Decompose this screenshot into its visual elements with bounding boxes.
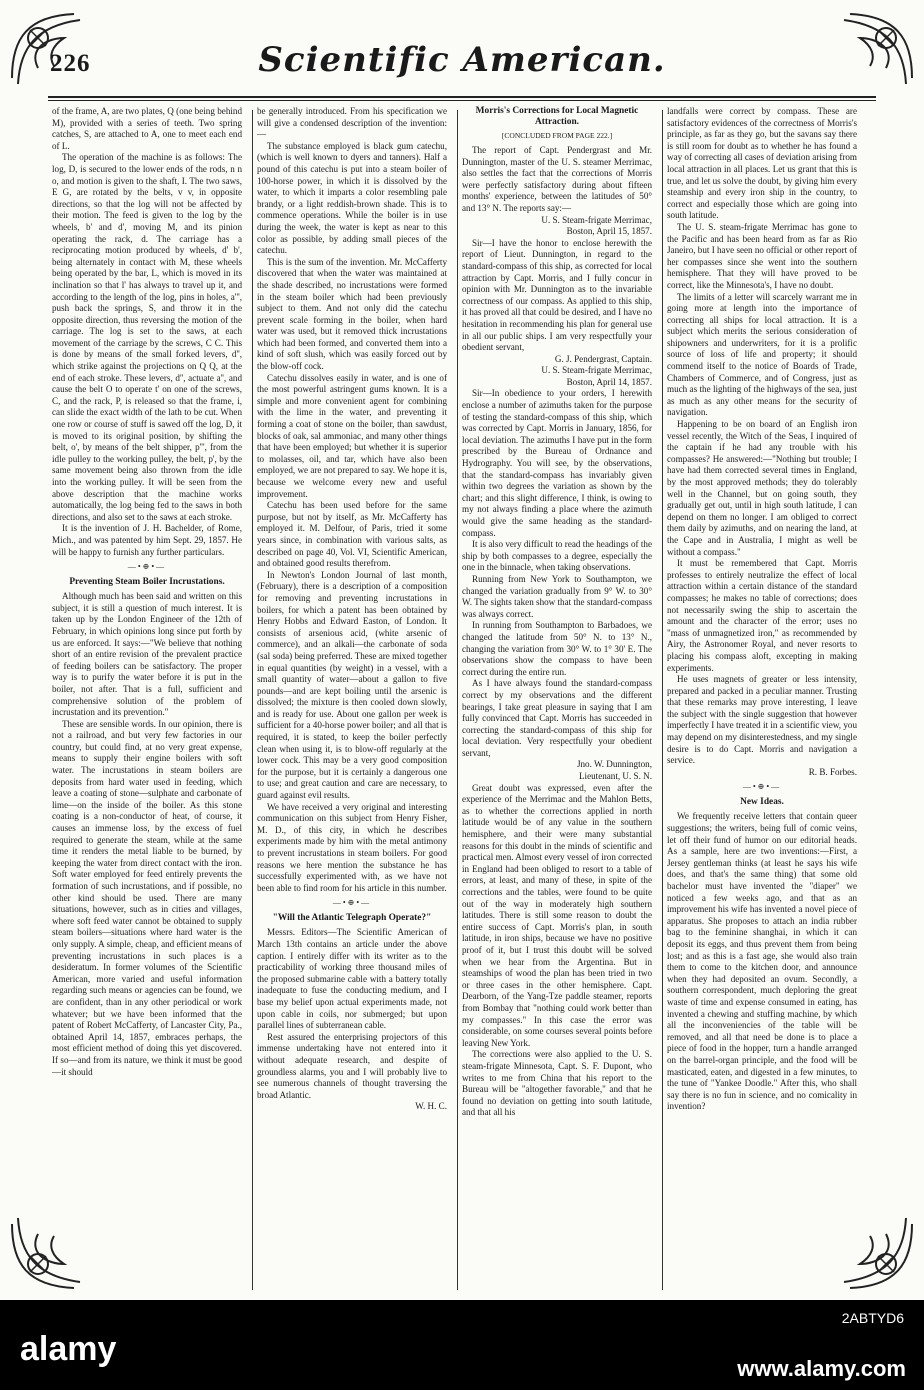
- paragraph: In running from Southampton to Barbadoes, we changed the latitude from 50° N. to 13° N., changing the variation from 30° W. to 1° 30' E. The observations show the compass to have been correct during the entire run.: [462, 620, 652, 677]
- letter-date: Boston, April 14, 1857.: [566, 376, 652, 387]
- paragraph: The limits of a letter will scarcely warrant me in going more at length into the importance of correcting all ships for local attraction. It is a subject which merits the serious consideration of shipowners and underwriters, for it is a prolific source of loss of life and property; it should commend itself to the notice of Boards of Trade, Chambers of Commerce, and of Congress, just as much as the lighting of the highways of the sea, just as much as any other means for the security of navigation.: [667, 291, 857, 418]
- column-1: [52, 106, 242, 1292]
- paragraph: Sir—In obedience to your orders, I herewith enclose a number of azimuths taken for the purpose of testing the standard-compass of this ship, which was corrected by Capt. Morris in January, 1856, for local deviation. The azimuths I have put in the form prescribed by the Bureau of Ordnance and Hydrography. You will see, by the observations, that the standard-compass has invariably given within two degrees the variation as shown by the chart; and this slight difference, I think, is owing to my not always finding a place where the azimuth would give the same heading as the standard-compass.: [462, 388, 652, 538]
- paragraph: It is the invention of J. H. Bachelder, of Rome, Mich., and was patented by him Sept. 29, 1857. He will be happy to furnish any further particulars.: [52, 523, 242, 557]
- page-number: 226: [50, 50, 91, 77]
- letter-address: U. S. Steam-frigate Merrimac,: [541, 365, 652, 376]
- watermark-url: www.alamy.com: [737, 1356, 906, 1381]
- header-rule: [48, 96, 876, 98]
- paragraph: The operation of the machine is as follows: The log, D, is secured to the lower ends of the rods, n n o, and motion is given to the shaft, I. The two saws, E G, are rotated by the belts, v v, in opposite directions, so that the log will not be affected by their motion. The feed is given to the log by the wheels, b' and d', moving M, and its pinion operating the rack, d. The carriage has a reciprocating motion produced by wheels, d' b', being alternately in contact with M, these wheels being operated by the bar, L, which is moved in its inclination so that l' has always to travel up it, and according to the length of the log, pins in holes, a''', push back the springs, S, and throw it in the opposite direction, thus reversing the motion of the carriage. The log is set to the saws, at each movement of the carriage by the screws, C C. This is done by means of the small forked levers, d'', which strike against the projections on Q Q, at the end of each stroke. These levers, d'', actuate a'', and cause the belt O to operate t' on one of the screws, C, and the rack, P, is released so that the frame, i, can slide the exact width of the lath to be cut. When one row or course of stuff is sawed off the log, D, it is moved to its original position, by shifting the belt, o', by means of the belt shipper, p''', from the idle pulley to the working pulley, the belt, p', by the same movement being also thrown from the idle into the working pulley. It will be seen from the above description that the machine works automatically, the log being fed to the saws in both directions, and also set to the saws at each stroke.: [52, 152, 242, 522]
- paragraph: The U. S. steam-frigate Merrimac has gone to the Pacific and has been heard from as far as Rio Janeiro, but I have seen no official or other report of her compasses since she went into the southern hemisphere. That they will have proved to be correct, like the Minnesota's, I have no doubt.: [667, 221, 857, 290]
- paragraph: Catechu has been used before for the same purpose, but not by itself, as Mr. McCafferty has employed it. M. Delfour, of Paris, tried it some years since, in combination with various salts, as described on page 40, Vol. VI, Scientific American, and obtained good results therefrom.: [257, 500, 447, 569]
- article-heading: Preventing Steam Boiler Incrustations.: [69, 577, 225, 588]
- paragraph: It must be remembered that Capt. Morris professes to entirely neutralize the effect of local attraction within a certain distance of the standard compasses; he makes no table of corrections; does not necessarily swing the ship to ascertain the amount and the character of the error; uses no "mass of unmagnetized iron," as recommended by Airy, the Astronomer Royal, and never resorts to placing his compass aloft, excepting in making experiments.: [667, 558, 857, 673]
- paragraph: Great doubt was expressed, even after the experience of the Merrimac and the Mahlon Betts, as to whether the corrections applied in north latitude would be of any value in the southern hemisphere, and their were many substantial reasons for this doubt in the minds of scientific and practical men. Almost every vessel of iron corrected in England had been obliged to resort to a table of errors, at least, and many of these, in spite of the corrections and the tables, were found to be quite out of the way in moderately high southern latitudes. There is still some reason to doubt the entire success of Capt. Morris's plan, in south latitude, in iron ships, because we have no positive proof of it, but I trust this doubt will be solved when we hear from the Argentina. But in steamships of wood the plan has been tried in two or three cases in the other hemisphere. Capt. Dearborn, of the Yang-Tze paddle steamer, reports from Bombay that "nothing could work better than my compasses." In this case the error was considerable, on some courses several points before leaving New York.: [462, 782, 652, 1048]
- paragraph: Catechu dissolves easily in water, and is one of the most powerful astringent gums known. It is a simple and more convenient agent for combining with the lime in the water, and preventing it forming a coat of stone on the boiler, than sawdust, blocks of oak, sal ammoniac, and many other things that have been employed; but whether it is superior to molasses, oil, and tar, which have also been employed, we are not prepared to say. We hope it is, because we welcome every new and useful improvement.: [257, 372, 447, 499]
- signature: W. H. C.: [415, 1101, 447, 1112]
- paragraph: The report of Capt. Pendergrast and Mr. Dunnington, master of the U. S. steamer Merrimac, also settles the fact that the corrections of Morris were perfectly satisfactory during about fifteen months' experience, between the latitudes of 50° and 13° N. The reports say:—: [462, 145, 652, 213]
- paragraph: of the frame, A, are two plates, Q (one being behind M), provided with a series of teeth. Two spring catches, S, are attached to A, one to meet each end of L.: [52, 106, 242, 151]
- paragraph: The substance employed is black gum catechu, (which is well known to dyers and tanners). Half a pound of this catechu is put into a steam boiler of 100-horse power, in which it is dissolved by the water, to which it imparts a color resembling pale brandy, or a light reddish-brown shade. This is to commence operations. While the boiler is in use during the week, the water is kept as near to this color as possible, by adding small pieces of the catechu.: [257, 140, 447, 256]
- column-divider: [662, 110, 663, 1290]
- column-4: [667, 106, 857, 1292]
- paragraph: The corrections were also applied to the U. S. steam-frigate Minnesota, Capt. S. F. Dupont, who writes to me from China that his report to the Bureau will be "altogether favorable," and that he found no deviation on getting into south latitude, and that all his: [462, 1049, 652, 1118]
- section-separator: —•⊕•—: [742, 782, 782, 792]
- paragraph: Rest assured the enterprising projectors of this immense undertaking have not entered into it without adequate research, and despite of groundless alarms, you and I will probably live to see numerous channels of thought traversing the broad Atlantic.: [257, 1031, 447, 1100]
- signature: G. J. Pendergrast, Captain.: [554, 353, 652, 364]
- section-separator: —•⊕•—: [127, 562, 167, 572]
- letter-date: Boston, April 15, 1857.: [566, 226, 652, 237]
- article-subheading: [CONCLUDED FROM PAGE 222.]: [501, 131, 613, 140]
- paragraph: These are sensible words. In our opinion, there is not a railroad, and but very few factories in our country, but could find, at no very great expense, means to supply their engine boilers with soft water. The incrustations in steam boilers are deposits from hard water used in feeding, which leave a coating of stone—sulphate and carbonate of lime—on the inside of the boiler. As this stone coating is a non-conductor of heat, of course, it causes an immense loss, by the excess of fuel required to generate the steam, while at the same time it renders the metal liable to be burned, by keeping the water from direct contact with the iron. Soft water employed for feed entirely prevents the formation of such incrustations, and if possible, no other kind should be used. There are many situations, however, such as in cities and villages, where soft feed water cannot be obtained to supply steam boilers—situations where hard water is the only supply. A simple, cheap, and efficient means of preventing incrustations in such places is a desideratum. In former volumes of the Scientific American, more varied and useful information regarding such means or agencies can be found, we are confident, than in any other periodical or work whatever; but we have been informed that the patent of Robert McCafferty, of Lancaster City, Pa., obtained April 14, 1857, embraces perhaps, the most efficient method of doing this yet discovered. If so—and from its nature, we think it must be good—it should: [52, 718, 242, 1077]
- paragraph: As I have always found the standard-compass correct by my observations and the different bearings, I take great pleasure in saying that I am fully convinced that Capt. Morris has succeeded in correcting the standard-compass of this ship for local deviation. Very respectfully your obedient servant,: [462, 678, 652, 758]
- header-rule-thin: [48, 100, 876, 101]
- paragraph: Happening to be on board of an English iron vessel recently, the Witch of the Seas, I inquired of the captain if he had any trouble with his compasses? He answered:—"Nothing but trouble; I have had them corrected several times in England, by the most approved methods; they do tolerably well in the Channel, but on going south, they gradually get out, until in high south latitude, I can depend on them no longer. I am obliged to correct them daily by azimuths, and on nearing the land, at the Cape and in Australia, I might as well be without a compass.": [667, 419, 857, 557]
- paragraph: This is the sum of the invention. Mr. McCafferty discovered that when the water was maintained at the shade described, no incrustations were formed in the steam boiler which had been previously subject to them. And not only did the catechu prevent scale forming in the boiler, when hard water was used, but it removed thick incrustations which had been formed, and converted them into a kind of soft slush, which was easily forced out by the blow-off cock.: [257, 256, 447, 372]
- masthead-title: Scientific American.: [258, 40, 666, 80]
- paragraph: It is also very difficult to read the headings of the ship by both compasses to a degree, especially the one in the binnacle, when taking observations.: [462, 539, 652, 573]
- paragraph: Sir—I have the honor to enclose herewith the report of Lieut. Dunnington, in regard to the standard-compass of this ship, as corrected for local attraction by Capt. Morris, and I fully concur in opinion with Mr. Dunnington as to the invariable correctness of our compass. As applied to this ship, it has proved all that could be desired, and I have no hesitation in recommending his plan for general use in all our public ships. I am very respectfully your obedient servant,: [462, 237, 652, 353]
- article-heading: New Ideas.: [740, 797, 784, 808]
- section-separator: —•⊕•—: [332, 898, 372, 908]
- article-heading: "Will the Atlantic Telegraph Operate?": [272, 913, 432, 924]
- paragraph: In Newton's London Journal of last month, (February), there is a description of a composition for removing and preventing incrustations in boilers, for which a patent has been obtained by Henry Hobbs and Edward Easton, of London. It consists of arsenious acid, (white arsenic of commerce), and an alkali—the carbonate of soda (sal soda) being preferred. These are mixed together in equal quantities (by weight) in a vessel, with a small quantity of water—about a gallon to five pounds—and are kept boiling until the arsenic is dissolved; the mixture is then cooled down slowly, and is ready for use. About one gallon per week is sufficient for a 40-horse power boiler; and all that is required, it is stated, to keep the boiler perfectly clean when using it, is to blow-off regularly at the lower cock. This may be a very good composition for the purpose, but it is certainly a dangerous one to use; and great caution and care are necessary, to guard against evil results.: [257, 569, 447, 801]
- signature-title: Lieutenant, U. S. N.: [579, 771, 652, 782]
- paragraph: landfalls were correct by compass. These are satisfactory evidences of the correctness of Morris's principle, as far as they go, but the savans say there is still room for doubt as to whether he has found a way of correcting all cases of deviation arising from local attraction in all places. Let us grant that this is true, and let us solve the doubt, by giving him every steamship and every iron ship in the country, to correct and especially those which are going into south latitude.: [667, 106, 857, 221]
- paragraph: be generally introduced. From his specification we will give a condensed description of the invention:—: [257, 106, 447, 140]
- letter-address: U. S. Steam-frigate Merrimac,: [541, 214, 652, 225]
- paragraph: We frequently receive letters that contain queer suggestions; the writers, being full of comic veins, let off their fund of humor on our editorial heads. As a sample, here are two inventions:—First, a Jersey gentleman thinks (at least he says his wife does, and that's the same thing) that some old bachelor must have invented the "diaper" we noticed a few weeks ago, and that as an improvement his wife has invented a novel piece of apparatus. She proposes to attach an india rubber bag to the feminine shanghai, in which it can deposit its eggs, and thus prevent them from being lost; and as this is a fast age, she would also train them to come to the kitchen door, and announce when they had deposited an ovum. Secondly, a southern correspondent, much deploring the great waste of time and expense consumed in eating, has invented a chewing and stuffing machine, by which all the inconveniencies of the table will be removed, and all that need be done is to place a piece of food in the hopper, turn a handle arranged on the barrel-organ principle, and the food will be masticated, eaten, and digested in a few minutes, to the tune of "Yankee Doodle." After this, who shall say there is no fun in science, and no comicality in invention?: [667, 811, 857, 1112]
- article-heading: Morris's Corrections for Local Magnetic Attraction.: [475, 106, 639, 127]
- column-divider: [457, 110, 458, 1290]
- signature: Jno. W. Dunnington,: [576, 759, 652, 770]
- stock-logo: alamy: [20, 1330, 117, 1368]
- signature: R. B. Forbes.: [808, 766, 857, 777]
- column-2: [257, 106, 447, 1292]
- paragraph: We have received a very original and interesting communication on this subject from Henry Fisher, M. D., of this city, in which he describes experiments made by him with the metal antimony to prevent incrustations in steam boilers. For good reasons we here mention the substance he has successfully experimented with, as we have not been able to find room for his article in this number.: [257, 801, 447, 893]
- paragraph: Running from New York to Southampton, we changed the variation gradually from 9° W. to 30° W. The sights taken show that the standard-compass was always correct.: [462, 573, 652, 619]
- paragraph: He uses magnets of greater or less intensity, prepared and packed in a peculiar manner. Trusting that these remarks may prove interesting, I leave the subject with the single suggestion that however imperfectly I have treated it in a scientific view, you may depend on my disinterestedness, and my single desire is to do Capt. Morris and navigation a service.: [667, 674, 857, 766]
- paragraph: Although much has been said and written on this subject, it is still a question of much interest. It is taken up by the London Engineer of the 12th of February, in which opinions long since put forth by us are enforced. It says:—"We believe that nothing short of an entire revision of the prevalent practice of feeding boilers can be satisfactory. The proper way is to purify the water before it is put in the boiler, not after. That is a full, sufficient and comprehensive solution of the problem of incrustation and its prevention.": [52, 591, 242, 718]
- column-divider: [252, 110, 253, 1290]
- column-3: [462, 106, 652, 1292]
- paragraph: Messrs. Editors—The Scientific American of March 13th contains an article under the above caption. I entirely differ with its writer as to the practicability of working three thousand miles of the proposed submarine cable with a battery totally inadequate to fuse the conducting medium, and I base my belief upon actual experiments made, not upon cable in coils, nor submerged; but upon parallel lines of subterranean cable.: [257, 927, 447, 1031]
- image-id: 2ABTYD6: [841, 1310, 904, 1326]
